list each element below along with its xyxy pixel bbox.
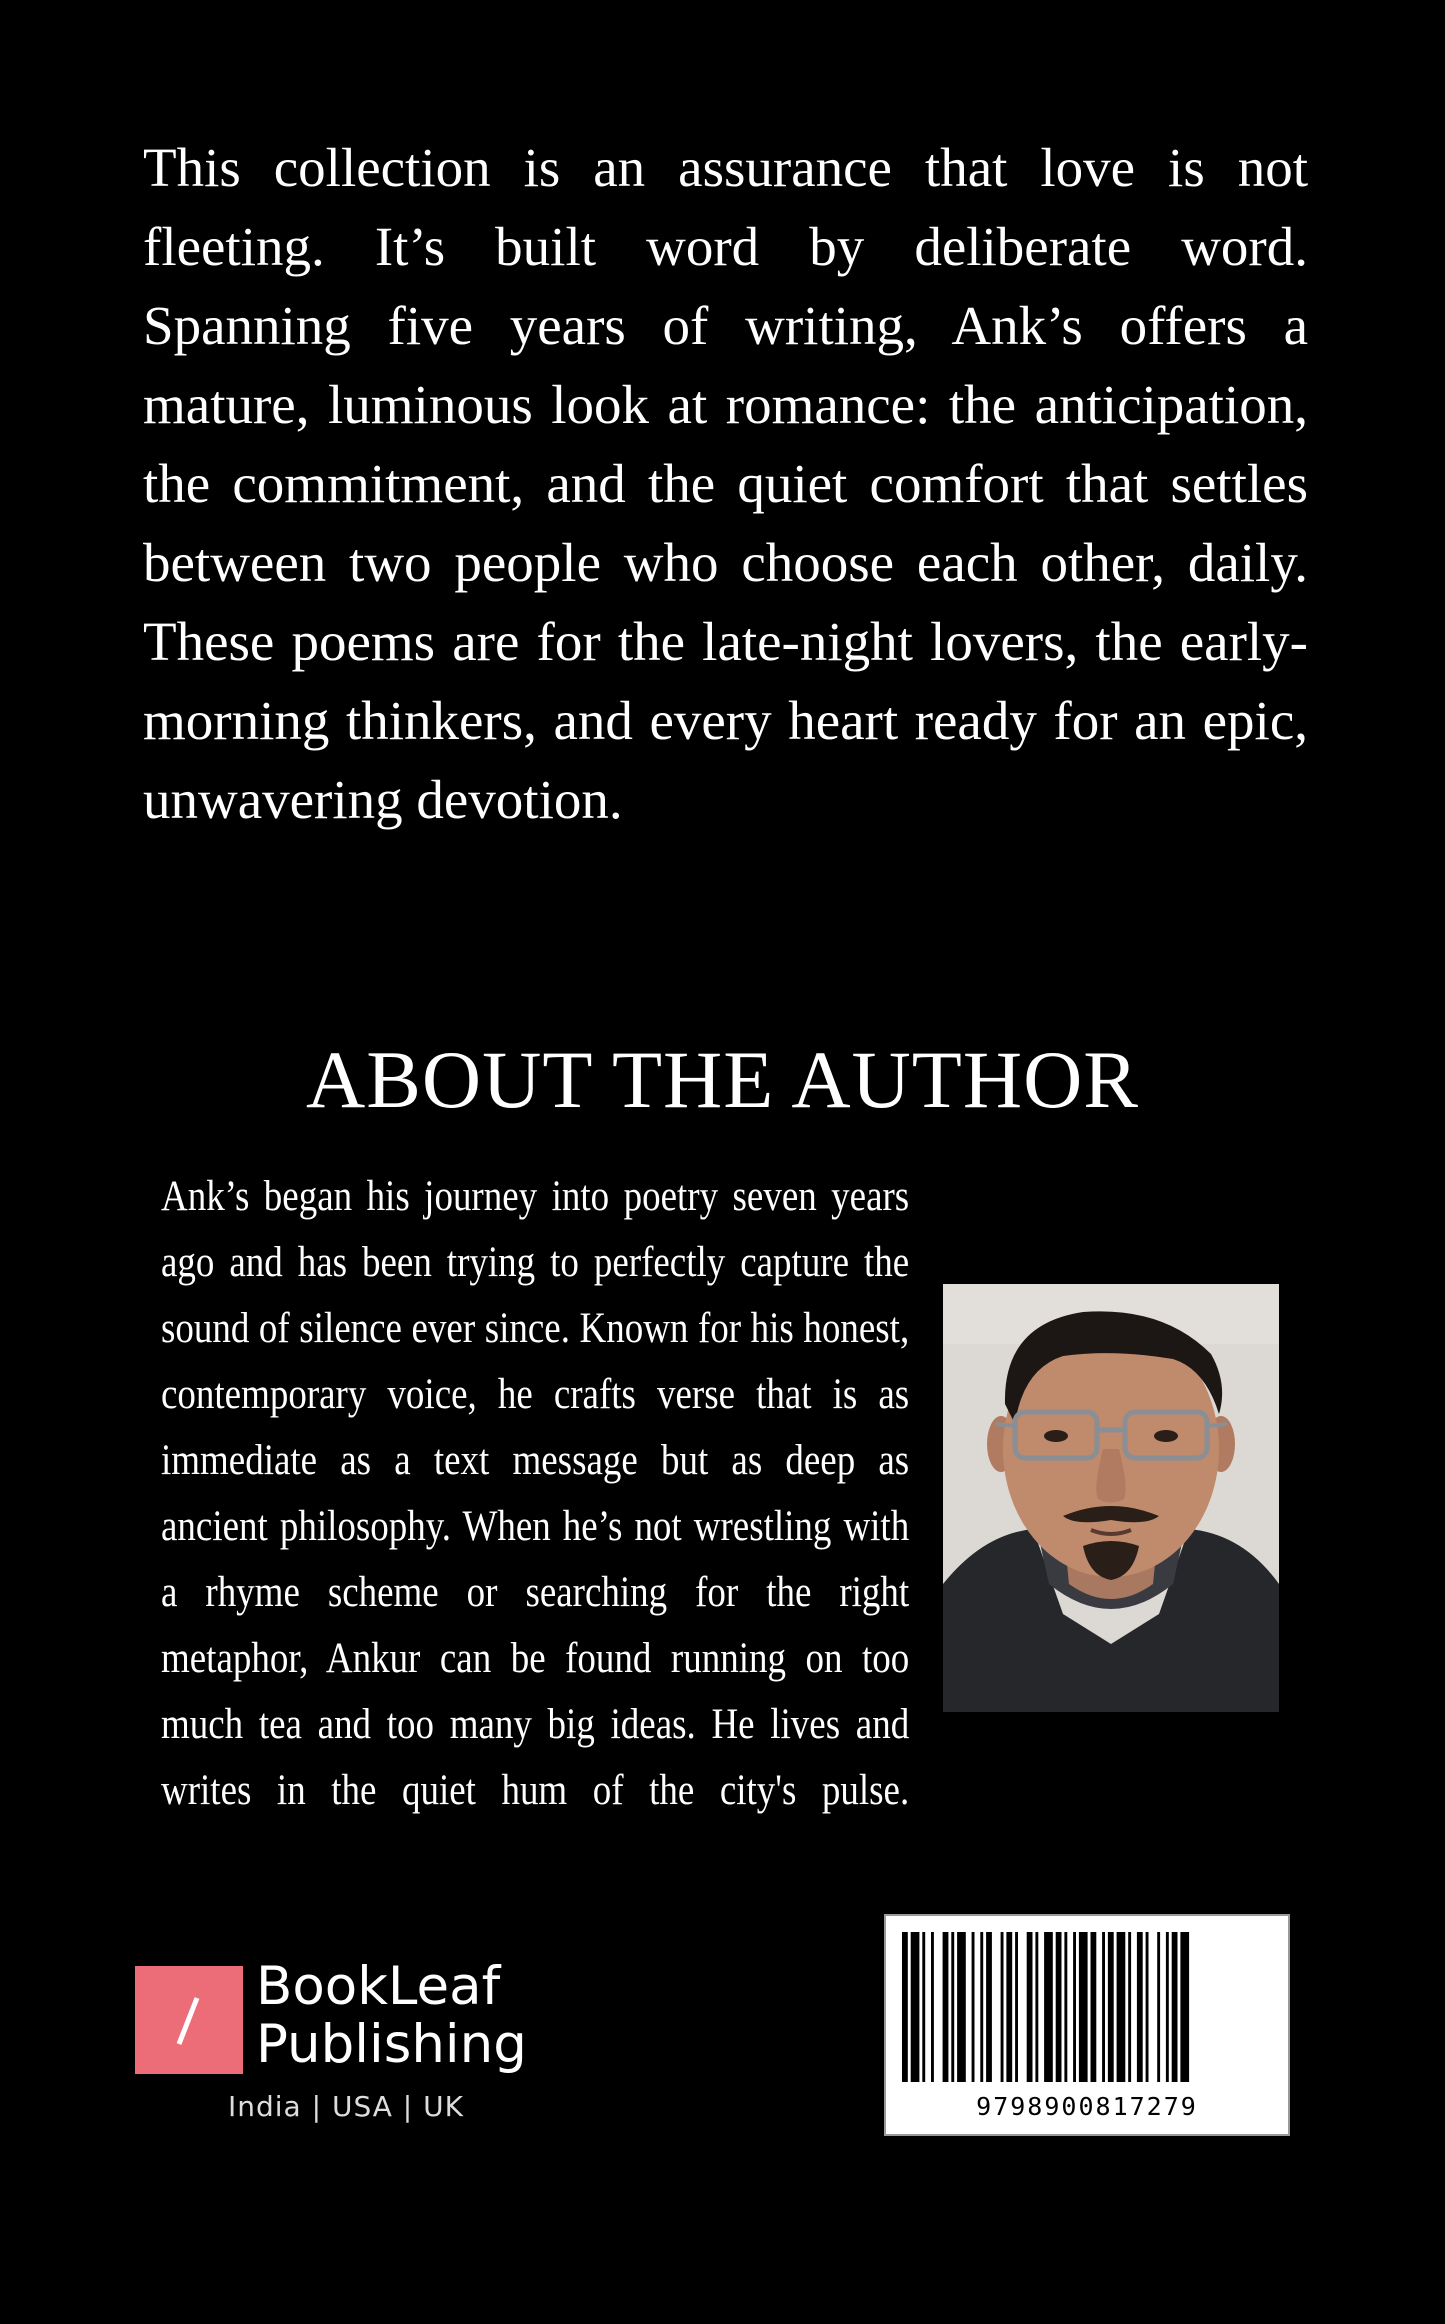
isbn-number: 9798900817279 [976, 2092, 1198, 2121]
publisher-name-line2: Publishing [256, 2014, 527, 2075]
publisher-name-line1: BookLeaf [256, 1956, 501, 2017]
about-author-heading: ABOUT THE AUTHOR [306, 1034, 1139, 1125]
publisher-regions: India | USA | UK [228, 2090, 464, 2123]
author-portrait-image [943, 1284, 1279, 1712]
publisher-name [256, 1958, 527, 2074]
publisher-slash-icon [135, 1966, 243, 2074]
publisher-logo [135, 1958, 555, 2138]
author-bio: Ank’s began his journey into poetry seven years ago and has been trying to perfectly capture the sound of silence ever since. Known for his honest, contemporary voice, he crafts verse that is as immediate as a text message but as deep as ancient philosophy. When he’s not wrestling with a rhyme scheme or searching for the right metaphor, Ankur can be found running on too much tea and too many big ideas. He lives and writes in the quiet hum of the city's pulse. [161, 1173, 910, 1814]
isbn-barcode [884, 1914, 1290, 2136]
author-photo [943, 1284, 1279, 1712]
back-cover-blurb: This collection is an assurance that love is not fleeting. It’s built word by deliberate word. Spanning five years of writing, Ank’s offers a mature, luminous look at romance: the anticipation, the commitment, and the quiet comfort that settles between two people who choose each other, daily. These poems are for the late-night lovers, the early-morning thinkers, and every heart ready for an epic, unwavering devotion. [143, 137, 1308, 830]
barcode-bars [886, 1916, 1288, 2086]
